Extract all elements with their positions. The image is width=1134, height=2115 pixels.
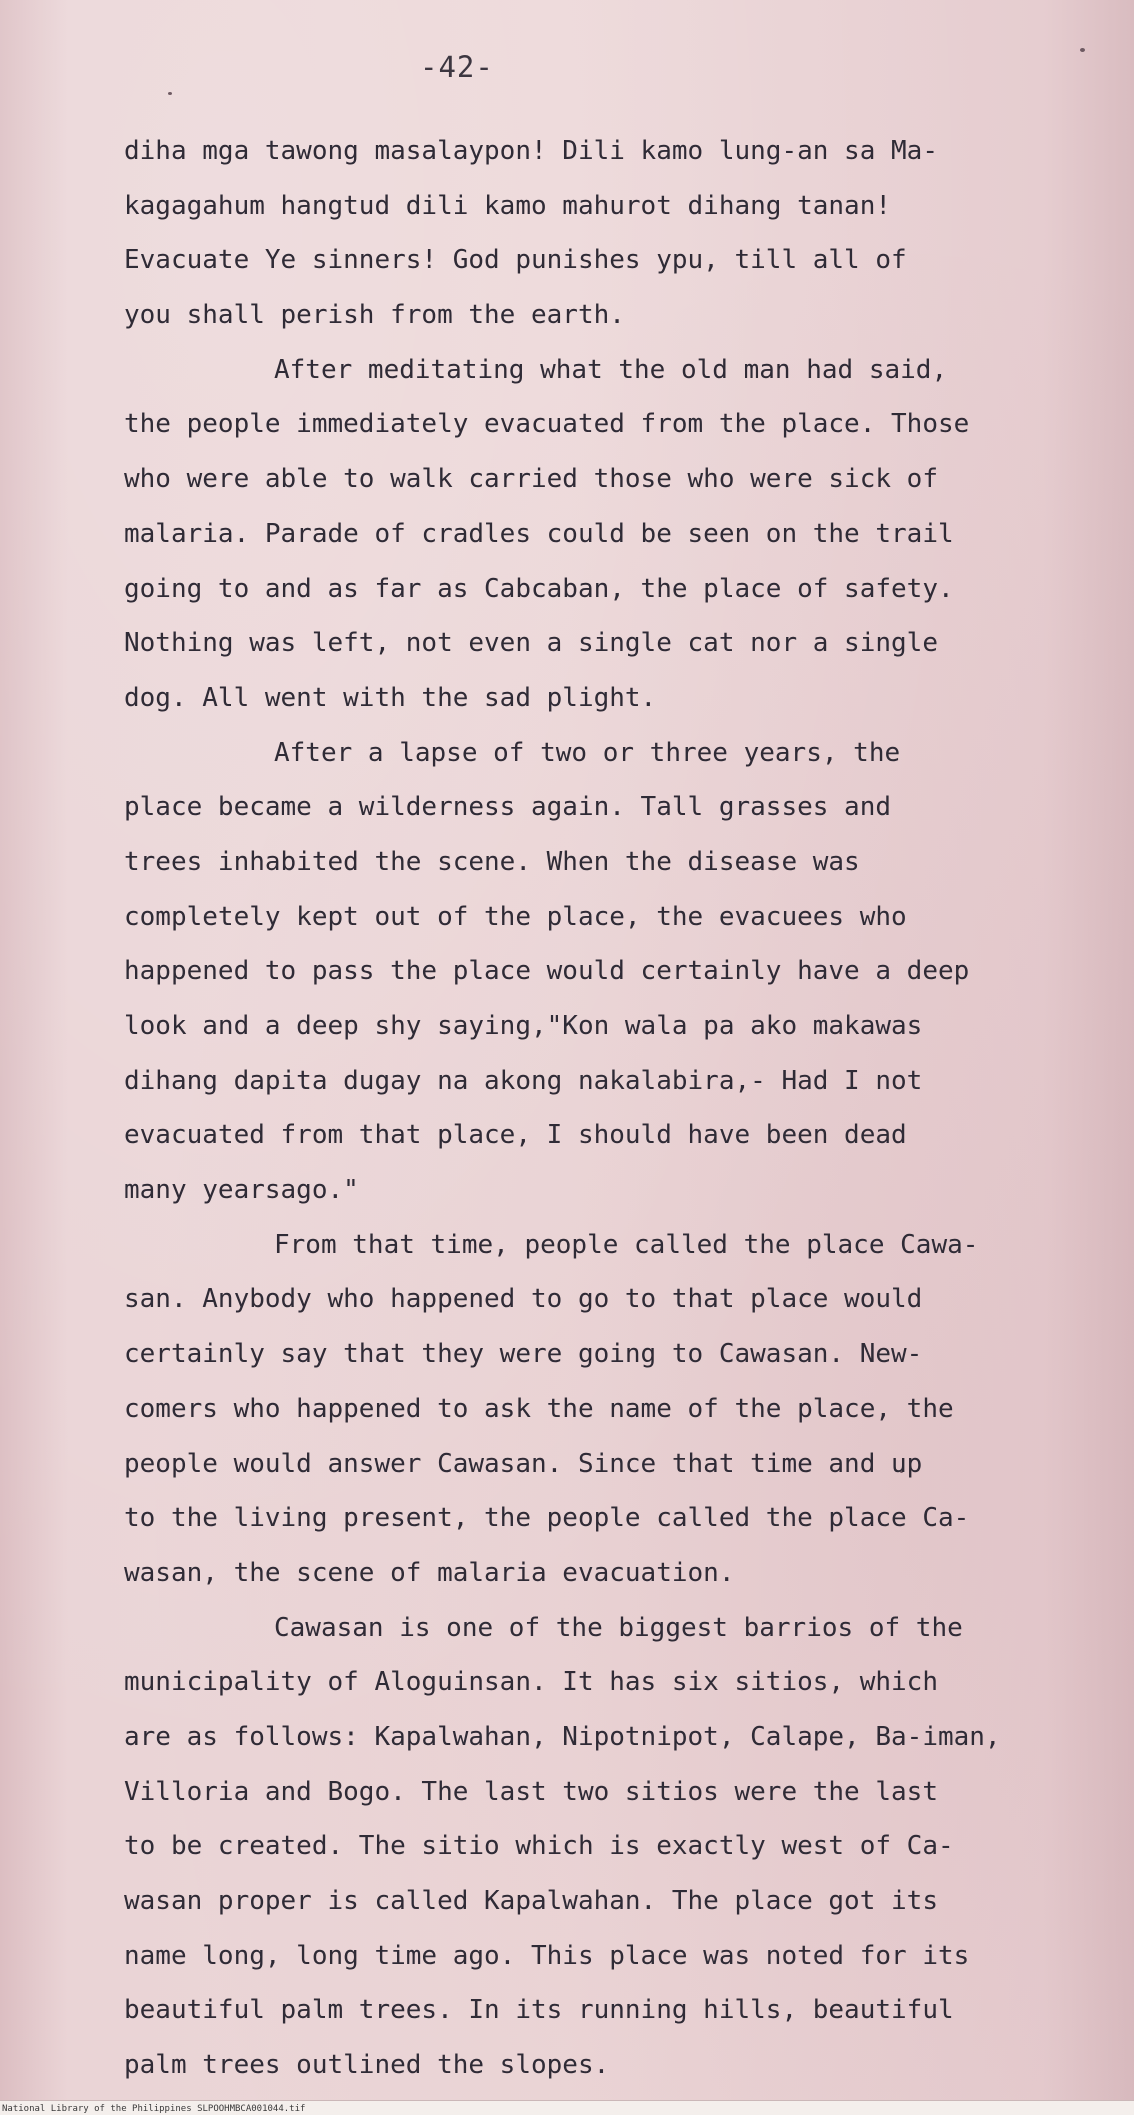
text-line: From that time, people called the place Cawa- bbox=[274, 1229, 979, 1260]
text-line: who were able to walk carried those who were sick of bbox=[124, 464, 938, 495]
text-line: After a lapse of two or three years, the bbox=[274, 737, 901, 768]
text-line: completely kept out of the place, the evacuees who bbox=[124, 901, 907, 932]
text-line: you shall perish from the earth. bbox=[124, 300, 625, 331]
text-line: malaria. Parade of cradles could be seen on the trail bbox=[124, 518, 954, 549]
text-line: to the living present, the people called the place Ca- bbox=[124, 1503, 970, 1534]
text-line: Cawasan is one of the biggest barrios of the bbox=[274, 1612, 963, 1643]
text-line: wasan, the scene of malaria evacuation. bbox=[124, 1557, 735, 1588]
text-line: kagagahum hangtud dili kamo mahurot dihang tanan! bbox=[124, 190, 892, 221]
text-line: the people immediately evacuated from the place. Those bbox=[124, 409, 970, 440]
text-line: diha mga tawong masalaypon! Dili kamo lung-an sa Ma- bbox=[124, 136, 938, 166]
paper-speck bbox=[168, 92, 172, 95]
text-line: Nothing was left, not even a single cat nor a single bbox=[124, 628, 938, 659]
text-line: After meditating what the old man had said, bbox=[274, 354, 948, 385]
text-line: dihang dapita dugay na akong nakalabira,- Had I not bbox=[124, 1065, 923, 1096]
text-line: certainly say that they were going to Cawasan. New- bbox=[124, 1339, 923, 1370]
text-line: Villoria and Bogo. The last two sitios were the last bbox=[124, 1776, 938, 1807]
text-line: municipality of Aloguinsan. It has six sitios, which bbox=[124, 1667, 938, 1698]
text-line: san. Anybody who happened to go to that place would bbox=[124, 1284, 923, 1315]
text-line: look and a deep shy saying,"Kon wala pa ako makawas bbox=[124, 1011, 923, 1041]
page-number: -42- bbox=[420, 50, 494, 84]
text-line: palm trees outlined the slopes. bbox=[124, 2050, 610, 2081]
scan-footer bbox=[0, 2100, 1134, 2115]
text-line: beautiful palm trees. In its running hills, beautiful bbox=[124, 1995, 954, 2026]
text-line: Evacuate Ye sinners! God punishes ypu, till all of bbox=[124, 245, 907, 276]
text-line: going to and as far as Cabcaban, the place of safety. bbox=[124, 573, 954, 604]
paper-speck bbox=[1080, 48, 1085, 52]
text-line: trees inhabited the scene. When the disease was bbox=[124, 846, 860, 877]
text-line: evacuated from that place, I should have been dead bbox=[124, 1120, 907, 1151]
text-line: wasan proper is called Kapalwahan. The place got its bbox=[124, 1886, 938, 1916]
text-line: are as follows: Kapalwahan, Nipotnipot, Calape, Ba-iman, bbox=[124, 1721, 1001, 1752]
text-line: many yearsago." bbox=[124, 1175, 359, 1206]
typed-body-text bbox=[124, 124, 1044, 2093]
text-line: to be created. The sitio which is exactly west of Ca- bbox=[124, 1831, 954, 1862]
text-line: name long, long time ago. This place was noted for its bbox=[124, 1940, 970, 1971]
scan-footer-caption: National Library of the Philippines SLPOOHMBCA001044.tif bbox=[2, 2104, 306, 2114]
text-line: people would answer Cawasan. Since that time and up bbox=[124, 1448, 923, 1479]
text-line: happened to pass the place would certainly have a deep bbox=[124, 956, 970, 987]
text-line: place became a wilderness again. Tall grasses and bbox=[124, 792, 892, 823]
text-line: comers who happened to ask the name of the place, the bbox=[124, 1393, 954, 1424]
text-line: dog. All went with the sad plight. bbox=[124, 682, 657, 713]
